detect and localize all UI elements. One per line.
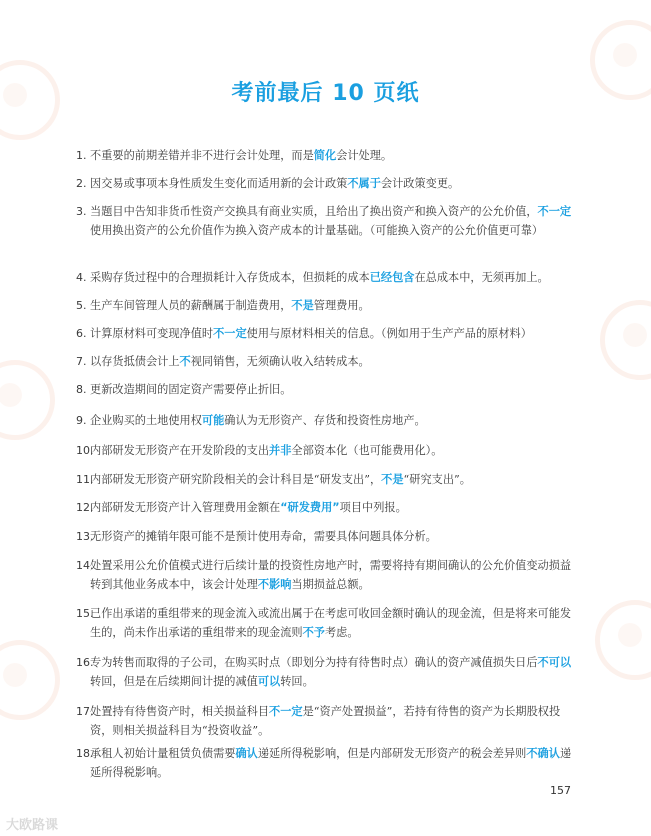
item-number: 5.	[76, 299, 87, 312]
highlight-text: 不	[179, 355, 191, 368]
list-item: 13. 无形资产的摊销年限可能不是预计使用寿命，需要具体问题具体分析。	[90, 527, 582, 546]
list-item: 17. 处置持有待售资产时，相关损益科目不一定是“资产处置损益”，若持有待售的资产为长期股权投资，则相关损益科目为“投资收益”。	[90, 702, 582, 740]
watermark-circle	[595, 600, 651, 680]
item-number: 18.	[76, 747, 94, 760]
highlight-text: 不一定	[537, 205, 572, 218]
item-number: 4.	[76, 271, 87, 284]
highlight-text: 不属于	[347, 177, 381, 190]
item-number: 7.	[76, 355, 87, 368]
highlight-text: 不影响	[257, 578, 292, 591]
list-item: 6. 计算原材料可变现净值时不一定使用与原材料相关的信息。（例如用于生产产品的原材料）	[90, 324, 582, 343]
highlight-text: 不予	[302, 626, 325, 639]
highlight-text: 不确认	[526, 747, 560, 760]
highlight-text: 已经包含	[369, 271, 415, 284]
item-number: 15.	[76, 607, 94, 620]
list-item: 4. 采购存货过程中的合理损耗计入存货成本，但损耗的成本已经包含在总成本中，无须再加上。	[90, 268, 582, 287]
item-number: 11.	[76, 473, 94, 486]
item-number: 3.	[76, 205, 87, 218]
item-number: 13.	[76, 530, 94, 543]
item-number: 6.	[76, 327, 87, 340]
list-item: 8. 更新改造期间的固定资产需要停止折旧。	[90, 380, 582, 399]
page-number: 157	[550, 784, 571, 797]
item-number: 1.	[76, 149, 87, 162]
brand-logo: 大欧路课	[6, 818, 59, 833]
item-number: 9.	[76, 414, 87, 427]
list-item: 11. 内部研发无形资产研究阶段相关的会计科目是“研发支出”，不是“研究支出”。	[90, 470, 582, 489]
item-number: 2.	[76, 177, 87, 190]
list-item: 10. 内部研发无形资产在开发阶段的支出并非全部资本化（也可能费用化）。	[90, 441, 582, 460]
list-item: 9. 企业购买的土地使用权可能确认为无形资产、存货和投资性房地产。	[90, 411, 582, 430]
highlight-text: 不一定	[213, 327, 247, 340]
highlight-text: 简化	[313, 149, 337, 162]
highlight-text: 不是	[381, 473, 404, 486]
item-number: 12.	[76, 501, 94, 514]
highlight-text: 不可以	[537, 656, 572, 669]
highlight-text: 不一定	[269, 705, 303, 718]
list-item: 2. 因交易或事项本身性质发生变化而适用新的会计政策不属于会计政策变更。	[90, 174, 582, 193]
watermark-circle	[0, 640, 60, 720]
highlight-text: 可以	[257, 675, 281, 688]
item-number: 8.	[76, 383, 87, 396]
item-number: 17.	[76, 705, 94, 718]
list-item: 12. 内部研发无形资产计入管理费用金额在“研发费用”项目中列报。	[90, 498, 582, 517]
list-item: 3. 当题目中告知非货币性资产交换具有商业实质，且给出了换出资产和换入资产的公允价值，不一定使用换出资产的公允价值作为换入资产成本的计量基础。（可能换入资产的公允价值更可靠）	[90, 202, 582, 240]
highlight-text: 不是	[291, 299, 314, 312]
list-item: 1. 不重要的前期差错并非不进行会计处理，而是简化会计处理。	[90, 146, 582, 165]
watermark-circle	[0, 360, 55, 440]
list-item: 14. 处置采用公允价值模式进行后续计量的投资性房地产时，需要将持有期间确认的公允价值变动损益转到其他业务成本中，该会计处理不影响当期损益总额。	[90, 556, 582, 594]
highlight-text: 并非	[269, 444, 292, 457]
list-item: 7. 以存货抵债会计上不视同销售，无须确认收入结转成本。	[90, 352, 582, 371]
item-number: 16.	[76, 656, 94, 669]
list-item: 16. 专为转售而取得的子公司，在购买时点（即划分为持有待售时点）确认的资产减值损失日后不可以转回，但是在后续期间计提的减值可以转回。	[90, 653, 582, 691]
list-item: 18. 承租人初始计量租赁负债需要确认递延所得税影响，但是内部研发无形资产的税会差异则不确认递延所得税影响。	[90, 744, 582, 782]
item-number: 14.	[76, 559, 94, 572]
list-item: 5. 生产车间管理人员的薪酬属于制造费用，不是管理费用。	[90, 296, 582, 315]
item-number: 10.	[76, 444, 94, 457]
list-item: 15. 已作出承诺的重组带来的现金流入或流出属于在考虑可收回金额时确认的现金流，但是将来可能发生的，尚未作出承诺的重组带来的现金流则不予考虑。	[90, 604, 582, 642]
watermark-circle	[600, 300, 651, 380]
highlight-text: 可能	[201, 414, 225, 427]
highlight-text: “研发费用”	[280, 501, 340, 514]
page-title: 考前最后 10 页纸	[231, 81, 420, 106]
highlight-text: 确认	[235, 747, 258, 760]
